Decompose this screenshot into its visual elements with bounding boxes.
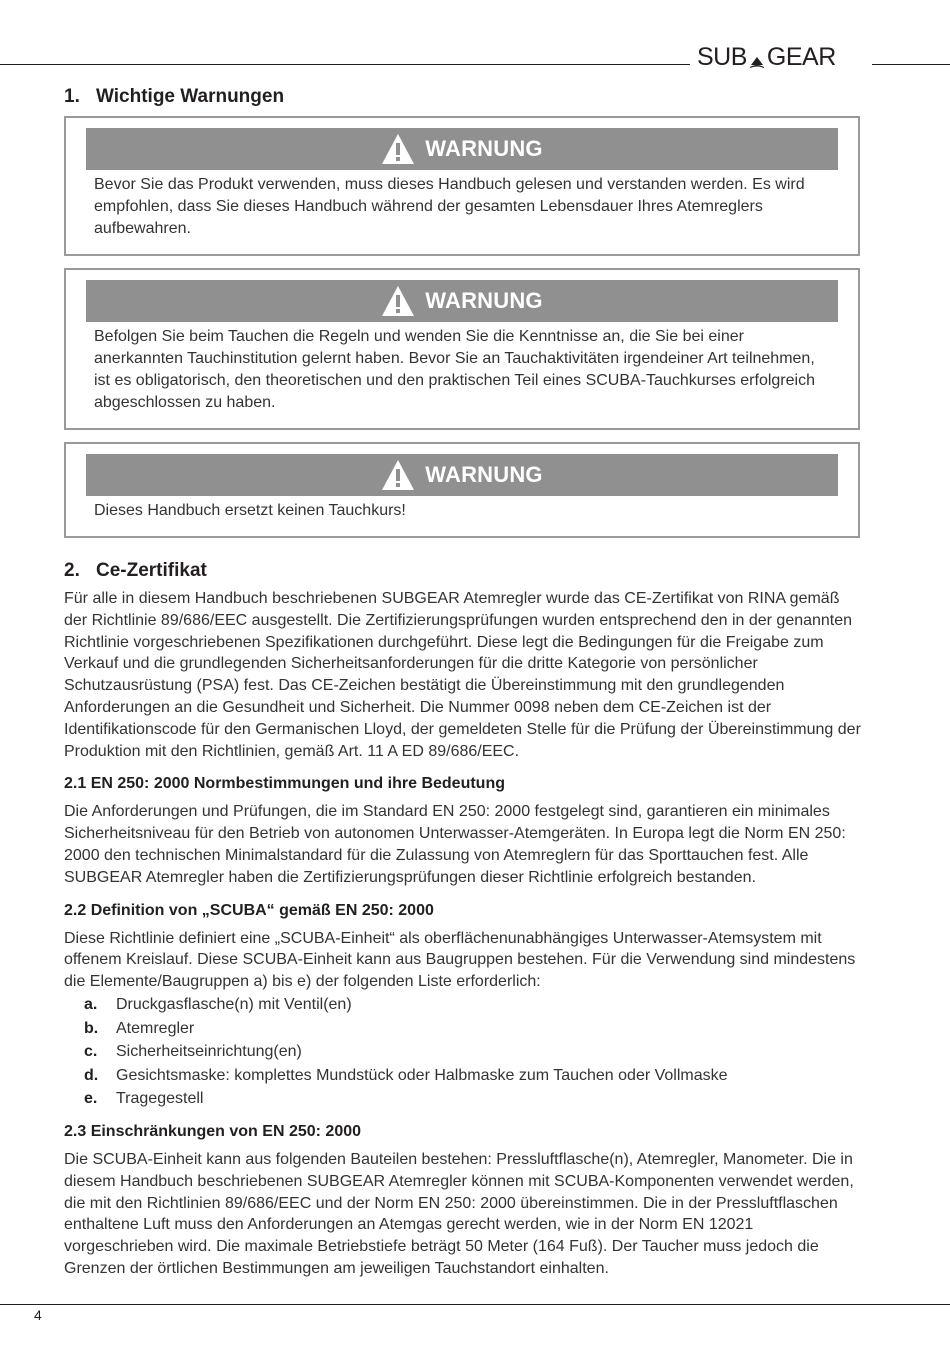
warning-label: WARNUNG: [425, 288, 543, 313]
footer-rule: [0, 1304, 950, 1305]
subsection-paragraph-2-2: Diese Richtlinie definiert eine „SCUBA-Einheit“ als oberflächenunabhängiges Unterwasser-Atemsystem mit offenem Kreislauf. Diese SCUBA-Einheit kann aus Baugruppen bestehen. Für die Verwendung sind mindestens die Elemente/Baugruppen a) bis e) der folgenden Liste erforderlich:: [64, 929, 856, 991]
section-heading-warnings: [64, 84, 864, 110]
warning-label: WARNUNG: [425, 136, 543, 161]
subsection-heading-2-2: 2.2 Definition von „SCUBA“ gemäß EN 250: 2000: [64, 901, 434, 919]
warning-banner: [86, 454, 838, 496]
ce-intro-paragraph: Für alle in diesem Handbuch beschriebenen SUBGEAR Atemregler wurde das CE-Zertifikat von RINA gemäß der Richtlinie 89/686/EEC ausgestellt. Die Zertifizierungsprüfungen wurden entsprechend den in der genannten Richtlinie vorgeschriebenen Spezifikationen durchgeführt. Diese legt die Bedingungen für die Freigabe zum Verkauf und die grundlegenden Sicherheitsanforderungen für die dritte Kategorie von persönlicher Schutzausrüstung (PSA) fest. Das CE-Zeichen bestätigt die Übereinstimmung mit den grundlegenden Anforderungen an die Gesundheit und Sicherheit. Die Nummer 0098 neben dem CE-Zeichen ist der Identifikationscode für den Germanischen Lloyd, der gemeldeten Stelle für die Prüfung der Übereinstimmung der Produktion mit den Richtlinien, gemäß Art. 11 A ED 89/686/EEC.: [64, 590, 861, 760]
list-item: a. Druckgasflasche(n) mit Ventil(en): [84, 995, 352, 1013]
warning-box-3: [64, 442, 860, 538]
warning-text: Befolgen Sie beim Tauchen die Regeln und wenden Sie die Kenntnisse an, die Sie bei einer anerkannten Tauchinstitution gelernt haben. Bevor Sie an Tauchaktivitäten irgendeiner Art teilnehmen, ist es obligatorisch, den theoretischen und den praktischen Teil eines SCUBA-Tauchkurses erfolgreich abgeschlossen zu haben.: [94, 328, 815, 411]
warning-banner: [86, 280, 838, 322]
warning-triangle-icon: [381, 459, 415, 491]
page-number: 4: [34, 1307, 42, 1323]
page-content: [64, 84, 864, 1280]
warning-triangle-icon: [381, 285, 415, 317]
list-item: c. Sicherheitseinrichtung(en): [84, 1043, 302, 1061]
section-title: Ce-Zertifikat: [96, 560, 207, 581]
warning-triangle-icon: [381, 133, 415, 165]
subsection-heading-2-3: 2.3 Einschränkungen von EN 250: 2000: [64, 1122, 362, 1140]
warning-text: Dieses Handbuch ersetzt keinen Tauchkurs!: [94, 502, 406, 519]
warning-box-2: [64, 268, 860, 430]
section-number: 1.: [64, 86, 80, 107]
subgear-logo: [697, 42, 836, 70]
logo-mark-icon: [748, 48, 766, 70]
scuba-element-list: [64, 993, 864, 1111]
header-rule-right: [872, 64, 950, 65]
list-item: b. Atemregler: [84, 1019, 195, 1037]
warning-label: WARNUNG: [425, 462, 543, 487]
section-number: 2.: [64, 560, 80, 581]
list-item: d. Gesichtsmaske: komplettes Mundstück oder Halbmaske zum Tauchen oder Vollmaske: [84, 1066, 728, 1084]
warning-box-1: [64, 116, 860, 256]
subsection-heading-2-1: 2.1 EN 250: 2000 Normbestimmungen und ihre Bedeutung: [64, 775, 505, 793]
logo-text-right: GEAR: [766, 43, 836, 71]
warning-banner: [86, 128, 838, 170]
subsection-paragraph-2-1: Die Anforderungen und Prüfungen, die im Standard EN 250: 2000 festgelegt sind, garantieren ein minimales Sicherheitsniveau für den Betrieb von autonomen Unterwasser-Atemgeräten. In Europa legt die Norm EN 250: 2000 den technischen Minimalstandard für die Zulassung von Atemreglern für das Sporttauchen fest. Alle SUBGEAR Atemregler haben die Zertifizierungsprüfungen dieser Richtlinie erfolgreich bestanden.: [64, 803, 846, 886]
section-heading-ce: [64, 558, 864, 584]
header-rule-left: [0, 64, 690, 65]
warning-text: Bevor Sie das Produkt verwenden, muss dieses Handbuch gelesen und verstanden werden. Es wird empfohlen, dass Sie dieses Handbuch während der gesamten Lebensdauer Ihres Atemreglers aufbewahren.: [94, 176, 805, 237]
subsection-paragraph-2-3: Die SCUBA-Einheit kann aus folgenden Bauteilen bestehen: Pressluftflasche(n), Atemregler, Manometer. Die in diesem Handbuch beschriebenen SUBGEAR Atemregler können mit SCUBA-Komponenten verwendet werden, die mit den Richtlinien 89/686/EEC und der Norm EN 250: 2000 übereinstimmen. Die in der Pressluftflaschen enthaltene Luft muss den Anforderungen an Atemgas gerecht werden, wie in der Norm EN 12021 vorgeschrieben wird. Die maximale Betriebstiefe beträgt 50 Meter (164 Fuß). Der Taucher muss jedoch die Grenzen der örtlichen Bestimmungen am jeweiligen Tauchstandort einhalten.: [64, 1150, 854, 1277]
logo-text-left: SUB: [697, 43, 747, 71]
section-title: Wichtige Warnungen: [96, 86, 285, 107]
list-item: e. Tragegestell: [84, 1090, 204, 1108]
